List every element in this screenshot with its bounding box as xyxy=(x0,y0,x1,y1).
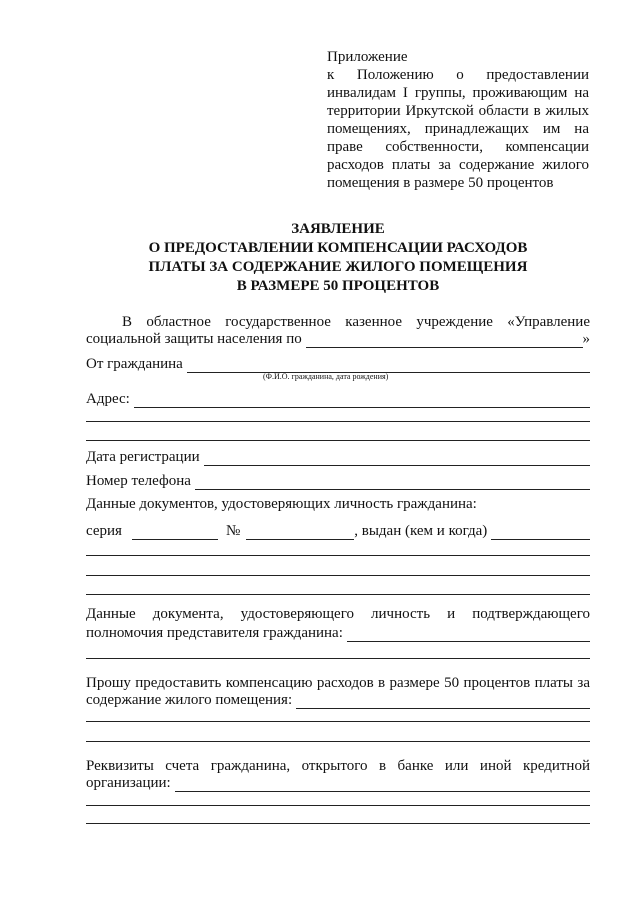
addressee-block xyxy=(86,312,590,332)
appendix-line: расходов платы за содержание жилого xyxy=(327,157,589,173)
request-row xyxy=(86,691,590,709)
number-input[interactable] xyxy=(246,525,354,540)
address-label: Адрес: xyxy=(86,391,130,407)
representative-line-2[interactable] xyxy=(86,658,590,659)
title-line: ЗАЯВЛЕНИЕ xyxy=(291,221,385,237)
id-docs-line-2[interactable] xyxy=(86,555,590,556)
citizen-name-input[interactable] xyxy=(187,358,590,373)
issued-input[interactable] xyxy=(491,525,590,540)
appendix-heading: Приложение xyxy=(327,49,408,65)
appendix-line: праве собственности, компенсации xyxy=(327,139,589,155)
representative-row xyxy=(86,624,590,642)
series-input[interactable] xyxy=(132,525,218,540)
appendix-line: помещения в размере 50 процентов xyxy=(327,175,554,191)
account-line-3[interactable] xyxy=(86,823,590,824)
document-title xyxy=(86,220,590,296)
request-line-3[interactable] xyxy=(86,741,590,742)
registration-input[interactable] xyxy=(204,451,590,466)
account-line-2[interactable] xyxy=(86,805,590,806)
representative-input[interactable] xyxy=(347,627,590,642)
title-line: В РАЗМЕРЕ 50 ПРОЦЕНТОВ xyxy=(236,278,440,294)
registration-label: Дата регистрации xyxy=(86,449,200,465)
addressee-line2 xyxy=(86,330,590,348)
from-citizen-row xyxy=(86,355,590,373)
phone-label: Номер телефона xyxy=(86,473,191,489)
appendix-note xyxy=(327,48,589,192)
registration-row xyxy=(86,448,590,466)
address-line-3[interactable] xyxy=(86,440,590,441)
account-line2: организации: xyxy=(86,775,171,791)
address-row xyxy=(86,390,590,408)
department-input[interactable] xyxy=(306,333,583,348)
from-label: От гражданина xyxy=(86,356,183,372)
addressee-line1: В областное государственное казенное учреждение «Управление xyxy=(122,314,590,330)
id-series-row xyxy=(86,522,590,540)
request-line-2[interactable] xyxy=(86,721,590,722)
id-docs-line-4[interactable] xyxy=(86,594,590,595)
from-hint: (Ф.И.О. гражданина, дата рождения) xyxy=(263,372,389,381)
request-line1: Прошу предоставить компенсацию расходов в размере 50 процентов платы за xyxy=(86,675,590,691)
representative-line1: Данные документа, удостоверяющего личность и подтверждающего xyxy=(86,606,590,622)
appendix-line: к Положению о предоставлении xyxy=(327,67,589,83)
addressee-line2-prefix: социальной защиты населения по xyxy=(86,331,302,347)
series-label: серия xyxy=(86,523,122,539)
request-line2: содержание жилого помещения: xyxy=(86,692,293,708)
address-line-2[interactable] xyxy=(86,421,590,422)
representative-block xyxy=(86,604,590,624)
representative-line2: полномочия представителя гражданина: xyxy=(86,625,343,641)
title-line: О ПРЕДОСТАВЛЕНИИ КОМПЕНСАЦИИ РАСХОДОВ xyxy=(148,240,528,256)
appendix-line: инвалидам I группы, проживающим на xyxy=(327,85,589,101)
appendix-line: территории Иркутской области в жилых xyxy=(327,103,589,119)
id-docs-row xyxy=(86,495,590,513)
phone-input[interactable] xyxy=(195,475,590,490)
phone-row xyxy=(86,472,590,490)
number-label: № xyxy=(225,523,241,539)
address-input[interactable] xyxy=(134,393,590,408)
id-docs-line-3[interactable] xyxy=(86,575,590,576)
account-row xyxy=(86,774,590,792)
id-docs-label: Данные документов, удостоверяющих личность гражданина: xyxy=(86,496,477,512)
account-input[interactable] xyxy=(175,777,590,792)
request-input[interactable] xyxy=(296,694,590,709)
account-line1: Реквизиты счета гражданина, открытого в банке или иной кредитной xyxy=(86,758,590,774)
request-block xyxy=(86,673,590,693)
issued-label: , выдан (кем и когда) xyxy=(354,523,488,539)
addressee-line2-suffix: » xyxy=(582,331,590,347)
appendix-line: помещениях, принадлежащих им на xyxy=(327,121,589,137)
account-block xyxy=(86,756,590,776)
title-line: ПЛАТЫ ЗА СОДЕРЖАНИЕ ЖИЛОГО ПОМЕЩЕНИЯ xyxy=(148,259,528,275)
